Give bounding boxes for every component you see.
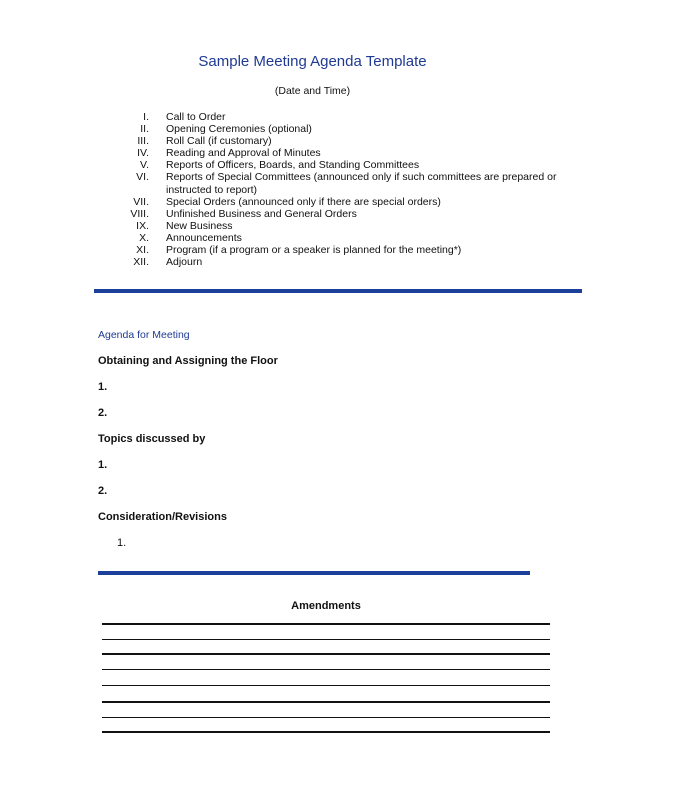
date-time-subtitle: (Date and Time): [274, 85, 351, 97]
agenda-list: [110, 111, 580, 268]
agenda-text: Adjourn: [166, 256, 203, 269]
topics-heading: Topics discussed by: [98, 433, 206, 445]
section-divider: [94, 289, 582, 293]
floor-item-number: 1.: [98, 381, 108, 393]
amendment-line: [102, 653, 550, 655]
topics-item-number: 1.: [98, 459, 108, 471]
agenda-numeral: V.: [140, 159, 149, 172]
amendment-line: [102, 685, 550, 686]
agenda-text: Reports of Special Committees (announced only if such committees are prepared or instructed to report): [166, 171, 557, 196]
agenda-text: Special Orders (announced only if there are special orders): [166, 195, 441, 208]
floor-item-number: 2.: [98, 407, 108, 419]
agenda-numeral: I.: [143, 111, 149, 123]
agenda-item: [110, 171, 580, 195]
agenda-item: [110, 123, 580, 135]
agenda-text: Roll Call (if customary): [166, 135, 272, 148]
agenda-item: [110, 244, 580, 256]
agenda-text: Reading and Approval of Minutes: [166, 147, 321, 160]
agenda-numeral: II.: [140, 123, 149, 136]
agenda-numeral: VI.: [136, 171, 149, 184]
agenda-item: [110, 232, 580, 244]
page-title: Sample Meeting Agenda Template: [198, 53, 427, 70]
agenda-numeral: III.: [137, 135, 149, 148]
meeting-section-label: Agenda for Meeting: [98, 329, 190, 341]
agenda-numeral: XI.: [136, 244, 149, 257]
floor-heading: Obtaining and Assigning the Floor: [98, 355, 278, 367]
consideration-heading: Consideration/Revisions: [98, 511, 227, 523]
agenda-numeral: X.: [139, 231, 149, 244]
agenda-numeral: VII.: [133, 195, 149, 208]
agenda-numeral: XII.: [133, 256, 149, 269]
agenda-numeral: VIII.: [130, 207, 149, 220]
section-divider: [98, 571, 530, 575]
agenda-text: Announcements: [166, 231, 242, 244]
agenda-item: [110, 111, 580, 123]
amendment-line: [102, 717, 550, 718]
agenda-item: [110, 256, 580, 268]
agenda-item: [110, 220, 580, 232]
agenda-item: [110, 147, 580, 159]
agenda-item: [110, 196, 580, 208]
amendment-line: [102, 669, 550, 670]
agenda-text: Unfinished Business and General Orders: [166, 207, 357, 220]
agenda-numeral: IX.: [136, 219, 149, 232]
agenda-item: [110, 208, 580, 220]
amendments-title: Amendments: [291, 600, 361, 612]
agenda-text: New Business: [166, 219, 233, 232]
agenda-item: [110, 159, 580, 171]
agenda-text: Call to Order: [166, 111, 226, 123]
agenda-text: Opening Ceremonies (optional): [166, 123, 312, 136]
consideration-item-number: 1.: [117, 537, 127, 549]
amendment-line: [102, 623, 550, 625]
amendment-line: [102, 731, 550, 733]
amendment-line: [102, 639, 550, 640]
agenda-numeral: IV.: [137, 147, 149, 160]
amendment-line: [102, 701, 550, 703]
agenda-text: Program (if a program or a speaker is planned for the meeting*): [166, 244, 462, 257]
agenda-item: [110, 135, 580, 147]
agenda-text: Reports of Officers, Boards, and Standing Committees: [166, 159, 420, 172]
topics-item-number: 2.: [98, 485, 108, 497]
